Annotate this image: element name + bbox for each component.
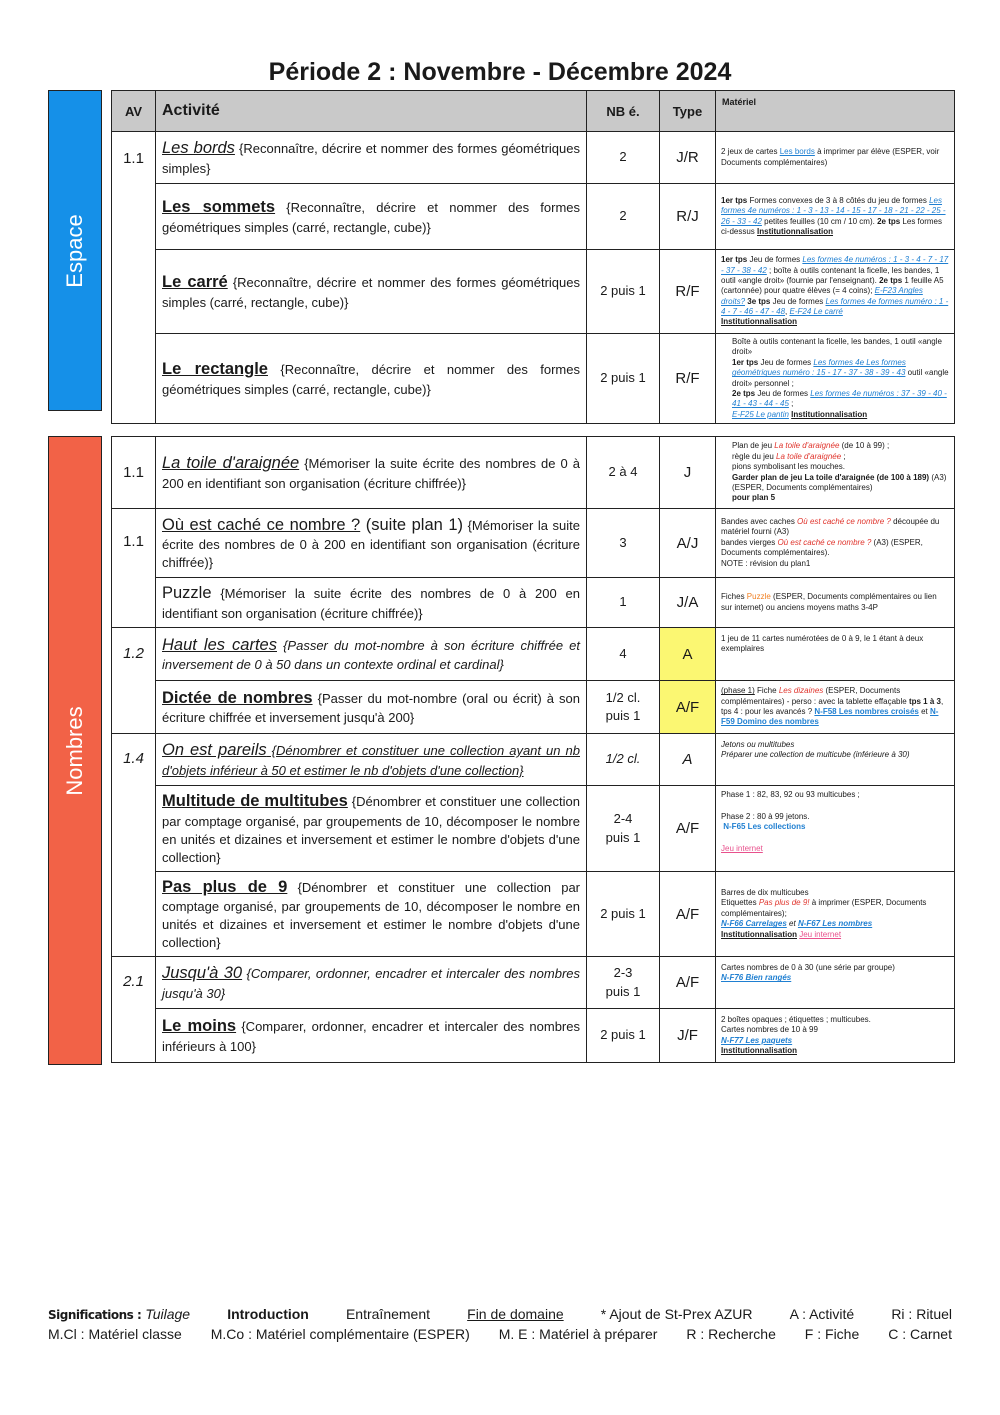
legend-materiel-classe: M.Cl : Matériel classe <box>48 1326 182 1342</box>
band-label: Espace <box>62 213 87 288</box>
activity-name: On est pareils <box>162 741 267 760</box>
av-cell: 1.1 <box>112 437 156 509</box>
material-cell: Boîte à outils contenant la ficelle, les bandes, 1 outil «angle droit» 1er tps Jeu de formes Les formes 4e Les formes géométriques numéro : 15 - 17 - 37 - 38 - 39 - 43 outil «angle droit» personnel ; 2e tps Jeu de formes Les formes 4e numéros : 37 - 39 - 40 - 41 - 43 - 44 - 45 ; E-F25 Le pantin Institutionnalisation <box>716 334 955 424</box>
legend-line-1 <box>48 1306 952 1322</box>
material-cell: Barres de dix multicubes Etiquettes Pas plus de 9! à imprimer (ESPER, Documents complémentaires); N-F66 Carrelages et N-F67 Les nombres Institutionnalisation Jeu internet <box>716 872 955 957</box>
table-row <box>112 734 955 786</box>
activity-name: Les bords <box>162 139 235 158</box>
material-cell: 1 jeu de 11 cartes numérotées de 0 à 9, le 1 étant à deux exemplaires <box>716 628 955 681</box>
legend-entrainement: Entraînement <box>345 1306 431 1322</box>
legend-materiel-complementaire: M.Co : Matériel complémentaire (ESPER) <box>210 1326 470 1342</box>
activity-name: Jusqu'à 30 <box>162 964 243 983</box>
type-cell: R/F <box>660 334 716 424</box>
activity-cell <box>156 437 587 509</box>
av-cell: 1.2 <box>112 628 156 734</box>
table-row <box>112 250 955 334</box>
table-row <box>112 578 955 628</box>
activity-cell <box>156 184 587 250</box>
nb-cell: 1 <box>587 578 660 628</box>
material-cell: 2 jeux de cartes Les bords à imprimer par élève (ESPER, voir Documents complémentaires) <box>716 132 955 184</box>
activity-name: Pas plus de 9 <box>162 877 288 896</box>
activity-cell <box>156 957 587 1009</box>
material-cell: 1er tps Jeu de formes Les formes 4e numéros : 1 - 3 - 4 - 7 - 17 - 37 - 38 - 42 ; boîte à outils contenant la ficelle, les bandes, 1 outil «angle droit» (fournie par l'enseignant). 2e tps 1 feuille A5 (cartonnée) pour quatre élèves (= 4 coins); E-F23 Angles droits? 3e tps Jeu de formes Les formes 4e formes numéro : 1 - 4 - 7 - 46 - 47 - 48, E-F24 Le carré Institutionnalisation <box>716 250 955 334</box>
nb-cell: 2 puis 1 <box>587 250 660 334</box>
table-row <box>112 786 955 872</box>
table-row <box>112 509 955 578</box>
link[interactable]: Les formes 4e numéros : 1 - 3 - 4 - 7 - 17 - 37 - 38 - 42 <box>721 255 949 275</box>
nb-cell: 3 <box>587 509 660 578</box>
type-cell: A/F <box>660 681 716 734</box>
activity-desc: {Mémoriser la suite écrite des nombres de 0 à 200 en identifiant son organisation (écriture chiffrée)} <box>162 517 581 571</box>
band-label: Nombres <box>62 705 87 796</box>
material-cell: 1er tps Formes convexes de 3 à 8 côtés du jeu de formes Les formes 4e numéros : 1 - 3 - 13 - 14 - 15 - 17 - 18 - 21 - 22 - 25 - 26 - 33 - 42 petites feuilles (10 cm / 10 cm). 2e tps Les formes ci-dessus Institutionnalisation <box>716 184 955 250</box>
type-cell: J/R <box>660 132 716 184</box>
activity-desc: {Comparer, ordonner, encadrer et intercaler des nombres jusqu'à 30} <box>162 966 581 1001</box>
type-cell: R/F <box>660 250 716 334</box>
activity-name: Dictée de nombres <box>162 688 313 707</box>
link[interactable]: N-F59 Domino des nombres <box>721 707 939 727</box>
header-type: Type <box>660 91 716 132</box>
activity-cell <box>156 578 587 628</box>
table-row <box>112 872 955 957</box>
av-cell: 1.1 <box>112 509 156 628</box>
nb-cell: 2-4 puis 1 <box>587 786 660 872</box>
material-cell: Cartes nombres de 0 à 30 (une série par groupe) N-F76 Bien rangés <box>716 957 955 1009</box>
activity-cell <box>156 786 587 872</box>
activity-desc: {Reconnaître, décrire et nommer des formes géométriques simples (carré, rectangle, cube)} <box>162 362 580 397</box>
activity-name: Où est caché ce nombre ? <box>162 515 361 534</box>
legend-recherche: R : Recherche <box>686 1326 776 1342</box>
nb-cell: 2 à 4 <box>587 437 660 509</box>
link[interactable]: Les bords <box>779 147 815 157</box>
activity-name: Haut les cartes <box>162 635 277 654</box>
link[interactable]: Les formes 4e formes numéro : 1 - 4 - 7 - 46 - 47 - 48 <box>721 296 949 317</box>
legend-tuilage: Tuilage <box>145 1306 191 1322</box>
av-cell: 1.4 <box>112 734 156 957</box>
nombres-table <box>111 436 955 1063</box>
page-title: Période 2 : Novembre - Décembre 2024 <box>268 58 732 86</box>
activity-name: Multitude de multitubes <box>162 792 348 811</box>
nb-cell: 2 <box>587 184 660 250</box>
table-row <box>112 132 955 184</box>
type-cell: J <box>660 437 716 509</box>
activity-desc: {Passer du mot-nombre (oral ou écrit) à son écriture chiffrée et inversement jusqu'à 200} <box>162 690 580 726</box>
table-row <box>112 1009 955 1063</box>
type-cell: A/F <box>660 957 716 1009</box>
link[interactable]: E-F24 Le carré <box>789 307 843 317</box>
activity-cell <box>156 250 587 334</box>
legend-fin-de-domaine: Fin de domaine <box>467 1306 564 1322</box>
material-cell: Phase 1 : 82, 83, 92 ou 93 multicubes ; Phase 2 : 80 à 99 jetons. N-F65 Les collections Jeu internet <box>716 786 955 872</box>
link[interactable]: E-F23 Angles droits? <box>721 286 923 306</box>
legend-activite: A : Activité <box>789 1306 855 1322</box>
domain-band-nombres <box>48 436 102 1065</box>
activity-desc: {Dénombrer et constituer une collection par comptage organisé, par groupements de 10, décomposer le nombre en unités et dizaines et inversement et estimer le nombre d'objets d'une collection} <box>162 879 580 951</box>
legend-materiel-a-preparer: M. E : Matériel à préparer <box>498 1326 658 1342</box>
material-cell: (phase 1) Fiche Les dizaines (ESPER, Documents complémentaires) - perso : avec la tablette effaçable tps 1 à 3, tps 4 : pour les avancés ? N-F58 Les nombres croisés et N-F59 Domino des nombres <box>716 681 955 734</box>
link[interactable]: Jeu internet <box>721 843 763 853</box>
type-cell: A/F <box>660 786 716 872</box>
activity-desc: {Reconnaître, décrire et nommer des formes géométriques simples (carré, rectangle, cube)} <box>162 275 580 310</box>
nb-cell: 2 puis 1 <box>587 872 660 957</box>
header-activite: Activité <box>156 91 587 132</box>
activity-desc: {Dénombrer et constituer une collection ayant un nb d'objets inférieur à 50 et estimer le nb d'objets d'une collection} <box>162 743 580 778</box>
header-materiel: Matériel <box>716 91 955 132</box>
type-cell: J/A <box>660 578 716 628</box>
table-row <box>112 184 955 250</box>
type-cell: A <box>660 628 716 681</box>
nb-cell: 2 <box>587 132 660 184</box>
link[interactable]: N-F76 Bien rangés <box>721 973 792 983</box>
nb-cell: 1/2 cl. <box>587 734 660 786</box>
table-row <box>112 628 955 681</box>
header-av: AV <box>112 91 156 132</box>
activity-desc: {Reconnaître, décrire et nommer des formes géométriques simples (carré, rectangle, cube)} <box>162 200 581 235</box>
link[interactable]: N-F67 Les nombres <box>797 919 873 929</box>
type-cell: R/J <box>660 184 716 250</box>
type-cell: J/F <box>660 1009 716 1063</box>
legend-rituel: Ri : Rituel <box>891 1306 952 1322</box>
header-nb: NB é. <box>587 91 660 132</box>
av-cell: 2.1 <box>112 957 156 1063</box>
legend-fiche: F : Fiche <box>804 1326 860 1342</box>
activity-cell: Où est caché ce nombre ? (suite plan 1) {Mémoriser la suite écrite des nombres de 0 à 200 en identifiant son organisation (écriture chiffrée)} <box>156 509 587 578</box>
link[interactable]: Les formes 4e numéros : 1 - 3 - 13 - 14 - 15 - 17 - 18 - 21 - 22 - 25 - 26 - 33 - 42 <box>721 195 946 226</box>
table-row <box>112 957 955 1009</box>
activity-cell <box>156 872 587 957</box>
activity-name: Les sommets <box>162 198 276 217</box>
nb-cell: 1/2 cl. puis 1 <box>587 681 660 734</box>
activity-name: Le carré <box>162 273 228 292</box>
activity-desc: {Reconnaître, décrire et nommer des formes géométriques simples} <box>162 141 580 176</box>
activity-name: Le moins <box>162 1017 237 1036</box>
activity-desc: {Dénombrer et constituer une collection par comptage organisé, par groupements de 10, décomposer le nombre en unités et dizaines et inversement et estimer le nombre d'objets d'une collection} <box>162 794 580 865</box>
link[interactable]: N-F66 Carrelages <box>721 919 787 929</box>
activity-name: Le rectangle <box>162 360 268 379</box>
nb-cell: 2 puis 1 <box>587 334 660 424</box>
activity-cell <box>156 734 587 786</box>
espace-table <box>111 90 955 424</box>
activity-desc: {Comparer, ordonner, encadrer et intercaler des nombres inférieurs à 100} <box>162 1019 580 1054</box>
link[interactable]: Les formes 4e Les formes géométriques numéro : 15 - 17 - 37 - 38 - 39 - 43 <box>732 357 906 378</box>
type-cell: A/F <box>660 872 716 957</box>
activity-name: Puzzle <box>162 584 212 603</box>
link[interactable]: N-F58 Les nombres croisés <box>814 707 919 716</box>
nb-cell: 2 puis 1 <box>587 1009 660 1063</box>
material-cell: Fiches Puzzle (ESPER, Documents complémentaires ou lien sur internet) ou anciens moyens maths 3-4P <box>716 578 955 628</box>
table-row <box>112 437 955 509</box>
av-cell: 1.1 <box>112 132 156 424</box>
legend-line-2 <box>48 1326 952 1342</box>
activity-cell <box>156 628 587 681</box>
material-cell: Jetons ou multitubes Préparer une collection de multicube (inférieure à 30) <box>716 734 955 786</box>
table-row <box>112 681 955 734</box>
activity-name: La toile d'araignée <box>162 454 300 473</box>
link[interactable]: E-F25 Le pantin <box>732 409 789 419</box>
legend-introduction: Introduction <box>227 1306 309 1322</box>
activity-desc: {Mémoriser la suite écrite des nombres de 0 à 200 en identifiant son organisation (écriture chiffrée)} <box>162 586 580 621</box>
activity-cell <box>156 1009 587 1063</box>
table-row <box>112 334 955 424</box>
material-cell: Bandes avec caches Où est caché ce nombre ? découpée du matériel fourni (A3) bandes vierges Où est caché ce nombre ? (A3) (ESPER, Documents complémentaires). NOTE : révision du plan1 <box>716 509 955 578</box>
material-cell: Plan de jeu La toile d'araignée (de 10 à 99) ; règle du jeu La toile d'araignée ; pions symbolisant les mouches. Garder plan de jeu La toile d'araignée (de 100 à 189) (A3) (ESPER, Documents complémentaires) pour plan 5 <box>716 437 955 509</box>
legend-title: Significations : <box>48 1308 142 1322</box>
link[interactable]: Jeu internet <box>799 929 842 939</box>
activity-desc: {Mémoriser la suite écrite des nombres de 0 à 200 en identifiant son organisation (écriture chiffrée)} <box>162 456 580 491</box>
table-header-row <box>112 91 955 132</box>
legend-carnet: C : Carnet <box>888 1326 952 1342</box>
activity-cell <box>156 334 587 424</box>
nb-cell: 4 <box>587 628 660 681</box>
nb-cell: 2-3 puis 1 <box>587 957 660 1009</box>
activity-cell <box>156 681 587 734</box>
legend-ajout: * Ajout de St-Prex AZUR <box>600 1306 753 1322</box>
type-cell: A <box>660 734 716 786</box>
link[interactable]: Les formes 4e numéros : 37 - 39 - 40 - 41 - 43 - 44 - 45 <box>732 388 947 409</box>
material-cell: 2 boîtes opaques ; étiquettes ; multicubes. Cartes nombres de 10 à 99 N-F77 Les paquets Institutionnalisation <box>716 1009 955 1063</box>
activity-desc: {Passer du mot-nombre à son écriture chiffrée et inversement de 0 à 50 dans un contexte ordinal et cardinal} <box>162 637 581 673</box>
domain-band-espace <box>48 90 102 411</box>
activity-cell <box>156 132 587 184</box>
type-cell: A/J <box>660 509 716 578</box>
link[interactable]: N-F65 Les collections <box>723 822 806 832</box>
link[interactable]: N-F77 Les paquets <box>721 1035 793 1045</box>
